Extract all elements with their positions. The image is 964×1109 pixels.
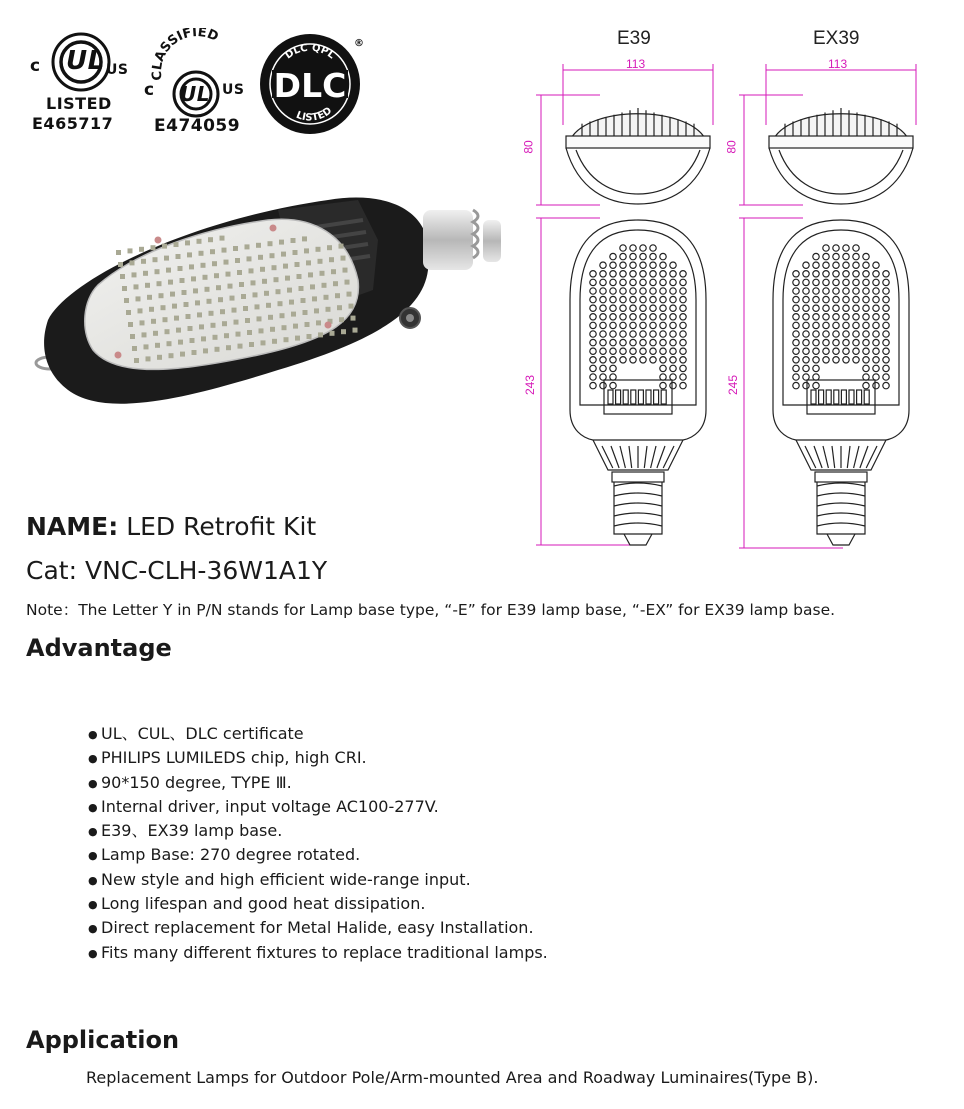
bullet-icon: ● xyxy=(88,800,98,814)
ul-classified-c: c xyxy=(144,80,155,100)
advantage-item-text: PHILIPS LUMILEDS chip, high CRI. xyxy=(101,748,367,768)
drawing-title-ex39: EX39 xyxy=(813,28,860,49)
dim-height-top-e39: 80 xyxy=(521,140,536,154)
advantage-item xyxy=(88,795,548,819)
bullet-icon: ● xyxy=(88,752,98,766)
bullet-icon: ● xyxy=(88,922,98,936)
dim-height-full-ex39: 245 xyxy=(726,374,741,396)
dlc-mark: DLC xyxy=(273,66,347,105)
product-cat xyxy=(26,556,327,585)
advantage-item-text: Fits many different fixtures to replace traditional lamps. xyxy=(101,942,548,962)
advantage-item xyxy=(88,868,548,892)
product-name-value: LED Retrofit Kit xyxy=(126,512,317,541)
advantage-item xyxy=(88,843,548,867)
advantage-item-text: UL、CUL、DLC certificate xyxy=(101,724,304,743)
ul-listed-c: c xyxy=(30,56,41,76)
product-note: Note：The Letter Y in P/N stands for Lamp base type, “-E” for E39 lamp base, “-EX” for EX39 lamp base. xyxy=(26,601,836,619)
advantage-item xyxy=(88,746,548,770)
ul-classified-arc: CLASSIFIED xyxy=(149,28,221,82)
advantage-item xyxy=(88,771,548,795)
bullet-icon: ● xyxy=(88,728,98,741)
bullet-icon: ● xyxy=(88,873,98,887)
ul-listed-us: US xyxy=(106,62,129,78)
dlc-registered: ® xyxy=(354,38,365,49)
advantage-item xyxy=(88,941,548,965)
dlc-bottom-arc: LISTED xyxy=(294,105,335,124)
advantage-item-text: New style and high efficient wide-range input. xyxy=(101,869,471,889)
ul-classified-mark: UL xyxy=(180,82,210,106)
ul-listed-mark: UL xyxy=(66,46,105,76)
product-name-label: NAME: xyxy=(26,512,119,541)
advantage-item-text: Long lifespan and good heat dissipation. xyxy=(101,894,426,914)
dim-width-e39: 113 xyxy=(626,57,646,71)
advantage-item xyxy=(88,892,548,916)
product-name xyxy=(26,512,316,541)
application-text: Replacement Lamps for Outdoor Pole/Arm-mounted Area and Roadway Luminaires(Type B). xyxy=(86,1068,819,1087)
dim-height-top-ex39: 80 xyxy=(724,140,739,154)
ul-listed-status: LISTED xyxy=(46,94,112,113)
advantage-item-text: Internal driver, input voltage AC100-277V. xyxy=(101,796,439,816)
advantage-item-text: 90*150 degree, TYPE Ⅲ. xyxy=(101,772,292,792)
drawing-title-e39: E39 xyxy=(617,28,651,49)
advantage-list xyxy=(88,722,548,965)
bullet-icon: ● xyxy=(88,825,98,839)
bullet-icon: ● xyxy=(88,849,98,863)
dlc-top-arc: DLC QPL xyxy=(283,42,337,62)
advantage-item-text: E39、EX39 lamp base. xyxy=(101,821,283,841)
advantage-item-text: Lamp Base: 270 degree rotated. xyxy=(101,845,361,865)
ul-listed-number: E465717 xyxy=(32,114,114,133)
advantage-item-text: Direct replacement for Metal Halide, easy Installation. xyxy=(101,918,534,938)
dim-height-full-e39: 243 xyxy=(523,374,538,396)
dim-width-ex39: 113 xyxy=(828,57,848,71)
product-cat-value: VNC-CLH-36W1A1Y xyxy=(84,556,328,585)
bullet-icon: ● xyxy=(88,946,98,960)
bullet-icon: ● xyxy=(88,776,98,790)
advantage-title: Advantage xyxy=(26,634,172,662)
product-cat-label: Cat: xyxy=(26,556,78,585)
ul-classified-number: E474059 xyxy=(154,116,241,136)
ul-classified-us: US xyxy=(222,82,245,98)
advantage-item xyxy=(88,722,548,746)
bullet-icon: ● xyxy=(88,898,98,912)
advantage-item xyxy=(88,819,548,843)
advantage-item xyxy=(88,916,548,940)
application-title: Application xyxy=(26,1026,180,1054)
